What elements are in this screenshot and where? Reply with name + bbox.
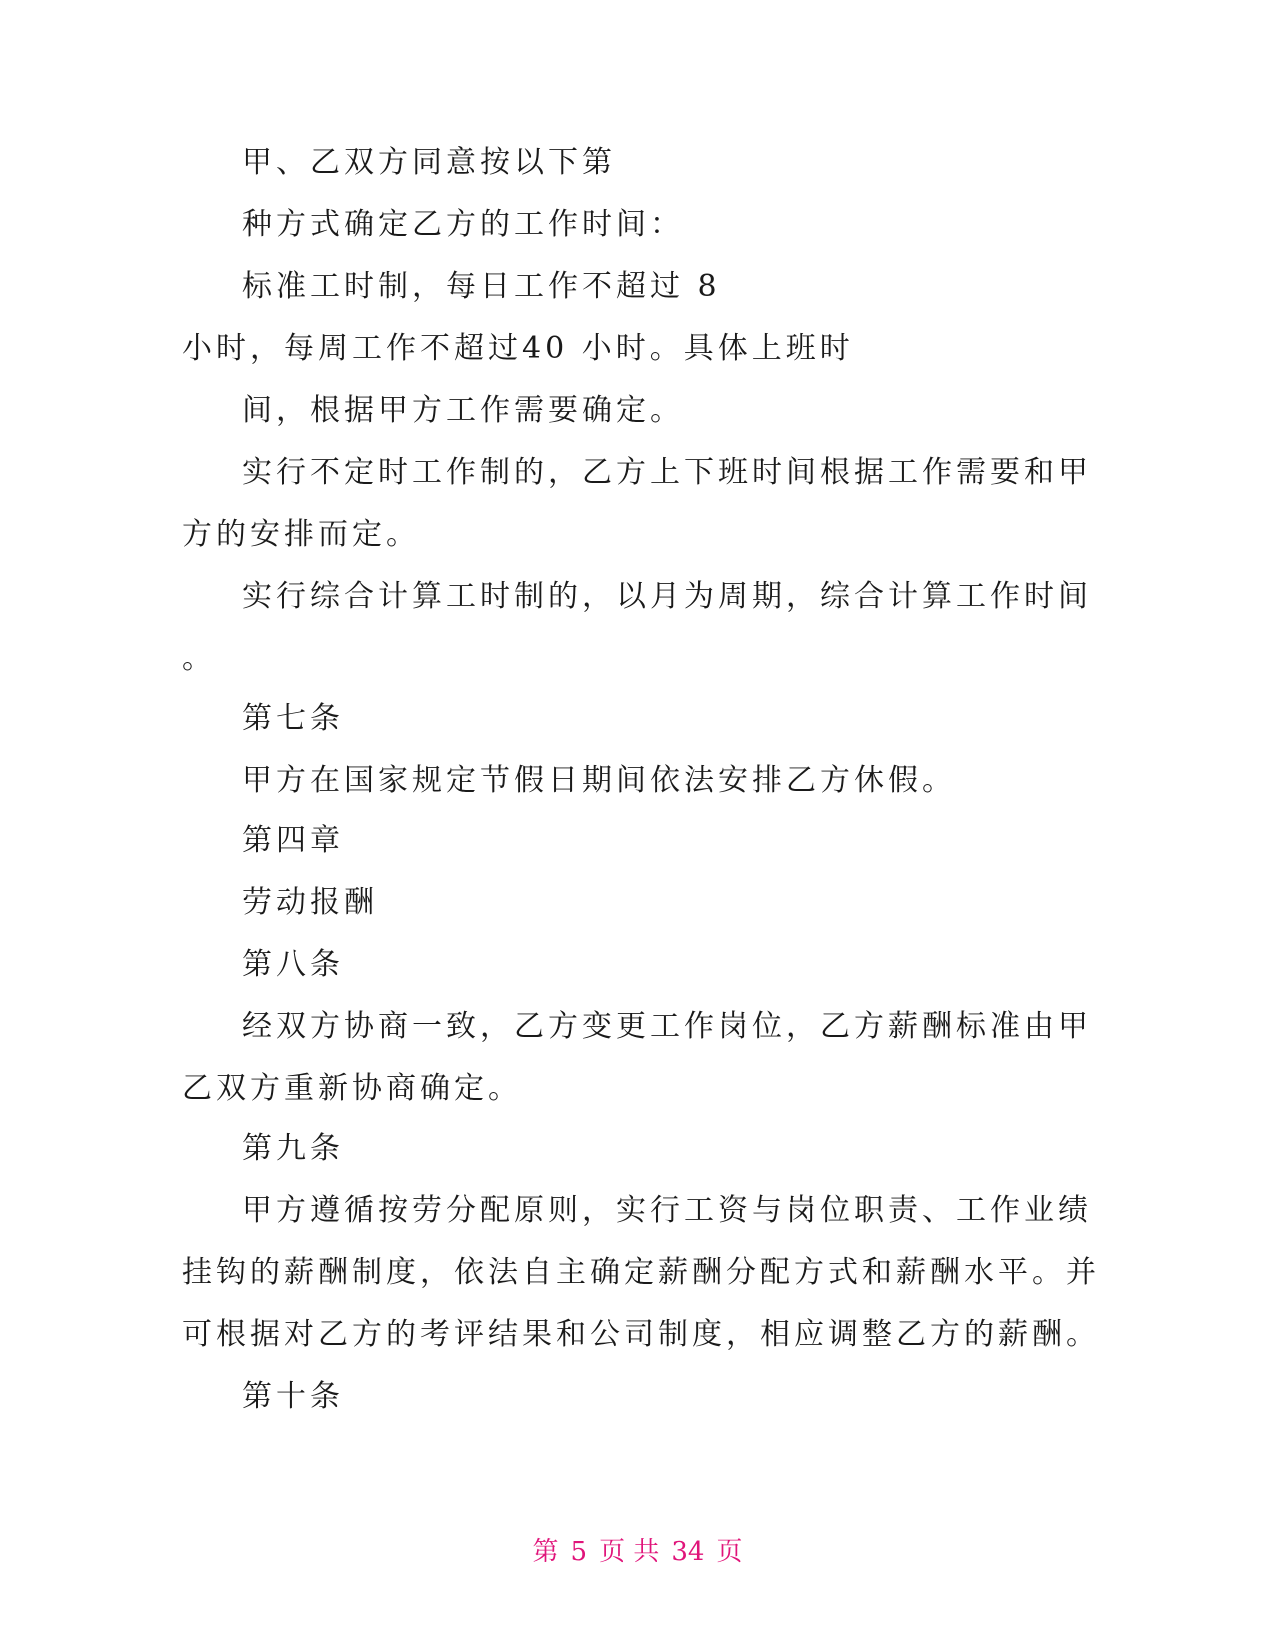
text-line: 甲、乙双方同意按以下第 [242,145,616,180]
text-line: 方的安排而定。 [182,517,420,552]
text-line: 经双方协商一致，乙方变更工作岗位，乙方薪酬标准由甲 [242,1009,1092,1044]
text-line: 甲方在国家规定节假日期间依法安排乙方休假。 [242,763,956,798]
text-line: 乙双方重新协商确定。 [182,1071,522,1106]
text-line: 小时，每周工作不超过40 小时。具体上班时 [182,331,854,366]
chapter-heading: 第四章 [242,823,344,858]
article-heading: 第十条 [242,1379,344,1414]
article-heading: 第七条 [242,701,344,736]
text-line: 。 [182,641,216,676]
total-pages-number: 34 [671,1537,705,1567]
article-heading: 第八条 [242,947,344,982]
footer-prefix: 第 [532,1537,559,1567]
page-footer [0,1534,1275,1570]
article-heading: 第九条 [242,1131,344,1166]
text-line: 实行综合计算工时制的，以月为周期，综合计算工作时间 [242,579,1092,614]
footer-middle: 页 共 [599,1537,660,1567]
text-line: 间，根据甲方工作需要确定。 [242,393,684,428]
text-line: 挂钩的薪酬制度，依法自主确定薪酬分配方式和薪酬水平。并 [182,1255,1100,1290]
footer-suffix: 页 [716,1537,743,1567]
text-line: 标准工时制，每日工作不超过 8 [242,269,721,304]
text-line: 可根据对乙方的考评结果和公司制度，相应调整乙方的薪酬。 [182,1317,1100,1352]
text-line: 实行不定时工作制的，乙方上下班时间根据工作需要和甲 [242,455,1092,490]
text-line: 种方式确定乙方的工作时间： [242,207,684,242]
chapter-title: 劳动报酬 [242,885,378,920]
text-line: 甲方遵循按劳分配原则，实行工资与岗位职责、工作业绩 [242,1193,1092,1228]
current-page-number: 5 [570,1537,588,1567]
